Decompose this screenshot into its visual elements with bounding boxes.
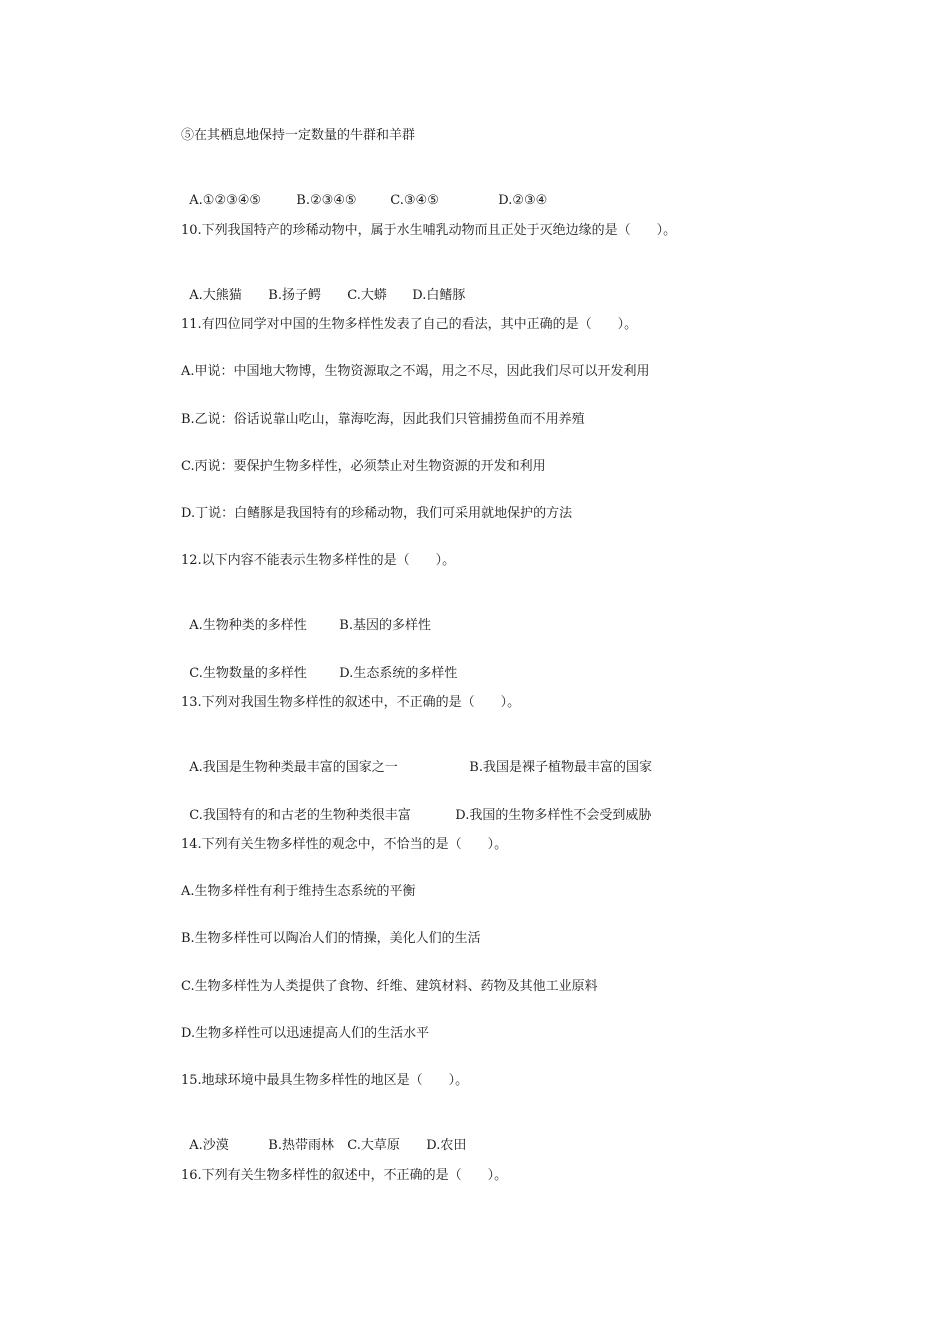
q12-options-row2 [181,647,457,683]
q10-option-c: C.大蟒 [347,288,387,303]
q15-options [181,1119,466,1155]
q11-option-b: B.乙说：俗话说靠山吃山，靠海吃海，因此我们只管捕捞鱼而不用养殖 [181,412,585,427]
q9-item-5: ⑤在其栖息地保持一定数量的牛群和羊群 [181,128,416,143]
q14-option-d: D.生物多样性可以迅速提高人们的生活水平 [181,1026,430,1041]
q12-option-b: B.基因的多样性 [339,618,431,633]
q10-option-a: A.大熊猫 [189,288,242,303]
q11-stem: 11.有四位同学对中国的生物多样性发表了自己的看法，其中正确的是（ ）。 [181,317,638,332]
q14-option-b: B.生物多样性可以陶冶人们的情操，美化人们的生活 [181,931,481,946]
q13-option-a: A.我国是生物种类最丰富的国家之一 [189,760,398,775]
q15-stem: 15.地球环境中最具生物多样性的地区是（ ）。 [181,1073,469,1088]
q15-option-d: D.农田 [426,1138,467,1153]
q13-options-row2 [181,789,651,825]
q13-option-b: B.我国是裸子植物最丰富的国家 [469,760,652,775]
q12-stem: 12.以下内容不能表示生物多样性的是（ ）。 [181,553,456,568]
q14-option-a: A.生物多样性有利于维持生态系统的平衡 [181,884,416,899]
q9-option-a: A.①②③④⑤ [189,193,262,208]
q13-option-d: D.我国的生物多样性不会受到威胁 [455,808,652,823]
q11-option-d: D.丁说：白鳍豚是我国特有的珍稀动物，我们可采用就地保护的方法 [181,506,573,521]
q12-option-a: A.生物种类的多样性 [189,618,307,633]
q10-option-d: D.白鳍豚 [412,288,466,303]
q15-option-b: B.热带雨林 [268,1138,334,1153]
q13-option-c: C.我国特有的和古老的生物种类很丰富 [189,808,411,823]
q9-options [181,174,547,210]
q9-option-c: C.③④⑤ [390,193,439,208]
q9-option-b: B.②③④⑤ [296,193,357,208]
q13-options-row1 [181,741,652,777]
q10-options [181,269,465,305]
q14-option-c: C.生物多样性为人类提供了食物、纤维、建筑材料、药物及其他工业原料 [181,979,598,994]
q15-option-c: C.大草原 [347,1138,400,1153]
q10-option-b: B.扬子鳄 [268,288,321,303]
q12-option-d: D.生态系统的多样性 [339,666,458,681]
q13-stem: 13.下列对我国生物多样性的叙述中，不正确的是（ ）。 [181,695,521,710]
q11-option-a: A.甲说：中国地大物博，生物资源取之不竭，用之不尽，因此我们尽可以开发利用 [181,364,650,379]
q16-stem: 16.下列有关生物多样性的叙述中，不正确的是（ ）。 [181,1168,508,1183]
q12-option-c: C.生物数量的多样性 [189,666,307,681]
q15-option-a: A.沙漠 [189,1138,229,1153]
q14-stem: 14.下列有关生物多样性的观念中，不恰当的是（ ）。 [181,837,508,852]
q10-stem: 10.下列我国特产的珍稀动物中，属于水生哺乳动物而且正处于灭绝边缘的是（ ）。 [181,223,677,238]
q12-options-row1 [181,599,431,635]
q11-option-c: C.丙说：要保护生物多样性，必须禁止对生物资源的开发和利用 [181,459,546,474]
q9-option-d: D.②③④ [498,193,548,208]
